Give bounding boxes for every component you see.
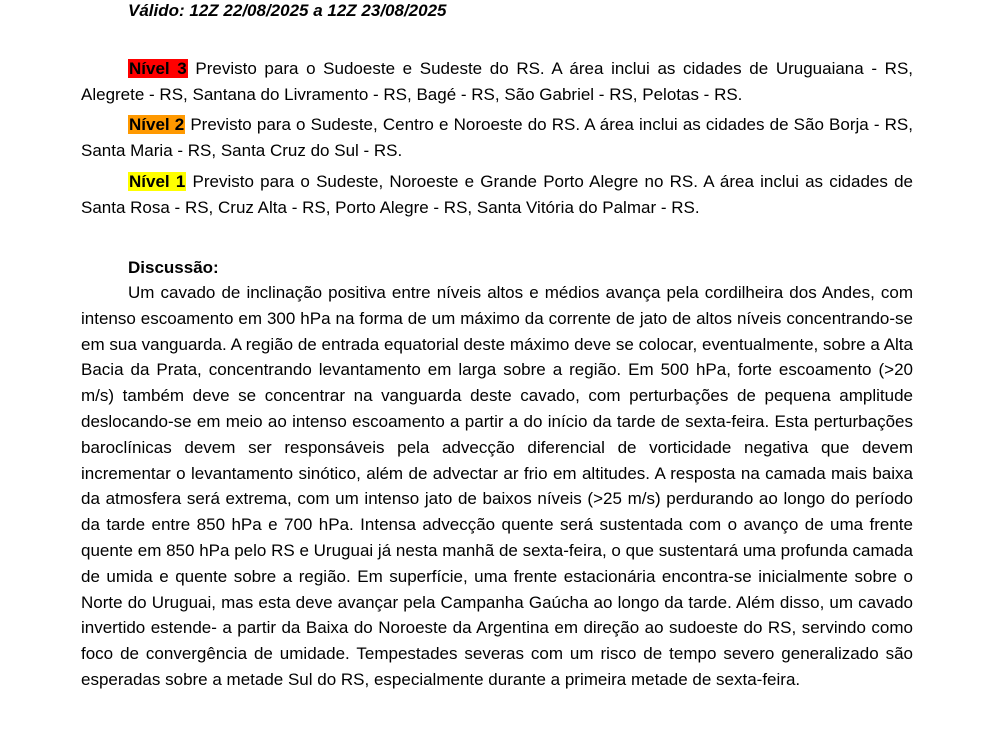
level-2-paragraph: [81, 112, 913, 164]
validity-period: Válido: 12Z 22/08/2025 a 12Z 23/08/2025: [128, 1, 447, 20]
level-2-text: Previsto para o Sudeste, Centro e Noroeste do RS. A área inclui as cidades de São Borja - RS, Santa Maria - RS, Santa Cruz do Sul - RS.: [81, 115, 913, 160]
discussion-body: Um cavado de inclinação positiva entre níveis altos e médios avança pela cordilheira dos Andes, com intenso escoamento em 300 hPa na forma de um máximo da corrente de jato de altos níveis concentrando-se em sua vanguarda. A região de entrada equatorial deste máximo deve se colocar, eventualmente, sobre a Alta Bacia da Prata, concentrando levantamento em larga sobre a região. Em 500 hPa, forte escoamento (>20 m/s) também deve se concentrar na vanguarda deste cavado, com perturbações de pequena amplitude deslocando-se em meio ao intenso escoamento a partir a do início da tarde de sexta-feira. Esta perturbações baroclínicas devem ser responsáveis pela advecção diferencial de vorticidade negativa que devem incrementar o levantamento sinótico, além de advectar ar frio em altitudes. A resposta na camada mais baixa da atmosfera será extrema, com um intenso jato de baixos níveis (>25 m/s) perdurando ao longo do período da tarde entre 850 hPa e 700 hPa. Intensa advecção quente será sustentada com o avanço de uma frente quente em 850 hPa pelo RS e Uruguai já nesta manhã de sexta-feira, o que sustentará uma profunda camada de umida e quente sobre a região. Em superfície, uma frente estacionária encontra-se inicialmente sobre o Norte do Uruguai, mas esta deve avançar pela Campanha Gaúcha ao longo da tarde. Além disso, um cavado invertido estende- a partir da Baixa do Noroeste da Argentina em direção ao sudoeste do RS, servindo como foco de convergência de umidade. Tempestades severas com um risco de tempo severo generalizado são esperadas sobre a metade Sul do RS, especialmente durante a primeira metade de sexta-feira.: [81, 283, 913, 689]
level-3-paragraph: [81, 56, 913, 108]
level-3-text: Previsto para o Sudoeste e Sudeste do RS. A área inclui as cidades de Uruguaiana - RS, Alegrete - RS, Santana do Livramento - RS, Bagé - RS, São Gabriel - RS, Pelotas - RS.: [81, 59, 914, 104]
level-1-text: Previsto para o Sudeste, Noroeste e Grande Porto Alegre no RS. A área inclui as cidades de Santa Rosa - RS, Cruz Alta - RS, Porto Alegre - RS, Santa Vitória do Palmar - RS.: [81, 172, 913, 217]
level-1-badge: Nível 1: [129, 172, 186, 191]
level-3-badge: Nível 3: [129, 59, 187, 78]
level-1-paragraph: [81, 169, 913, 221]
level-2-badge: Nível 2: [129, 115, 185, 134]
discussion-title: Discussão:: [128, 258, 219, 277]
